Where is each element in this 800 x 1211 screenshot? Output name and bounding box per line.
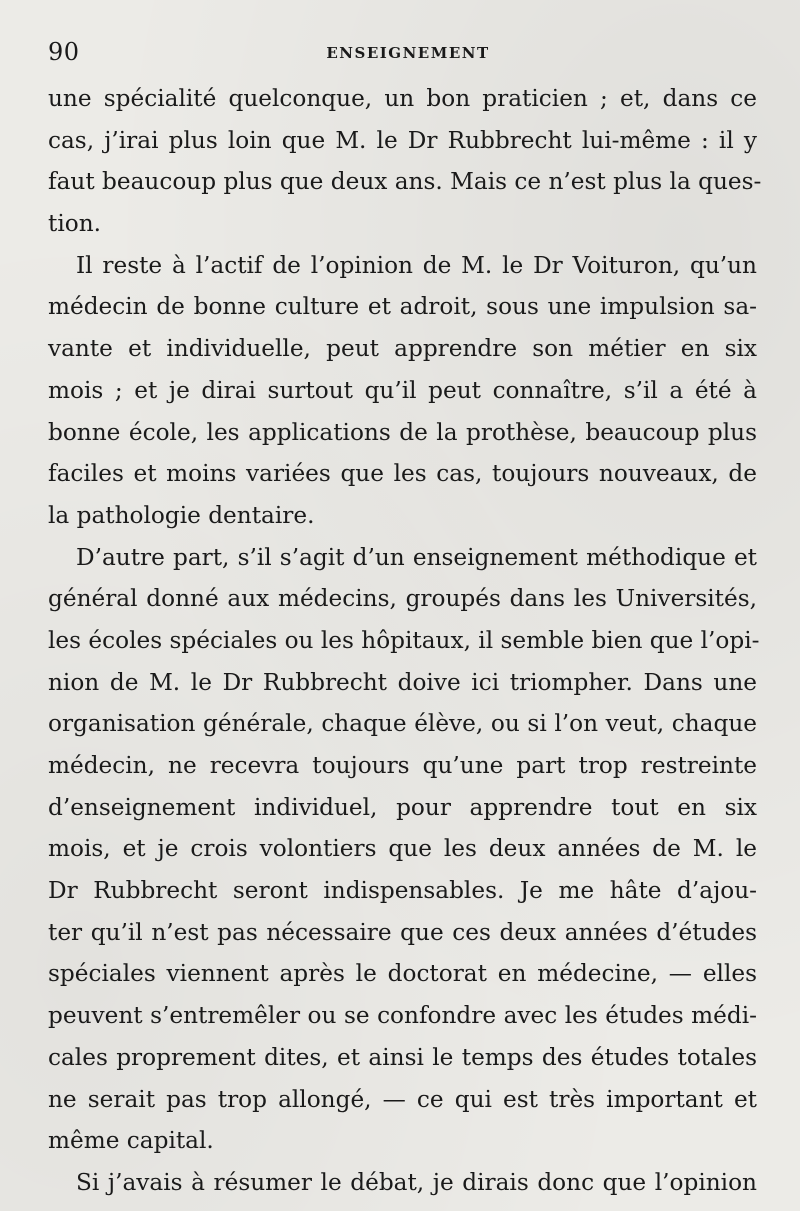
- running-head: ENSEIGNEMENT: [326, 44, 490, 62]
- text-line: organisation générale, chaque élève, ou si l’on veut, chaque: [48, 710, 757, 738]
- page-header: [48, 36, 768, 68]
- text-line: mois, et je crois volontiers que les deux années de M. le: [48, 835, 757, 863]
- text-line: tion.: [48, 210, 101, 238]
- text-line: Dr Rubbrecht seront indispensables. Je me hâte d’ajou-: [48, 877, 757, 905]
- text-line: Il reste à l’actif de l’opinion de M. le Dr Voituron, qu’un: [76, 251, 757, 279]
- text-line: médecin de bonne culture et adroit, sous une impulsion sa-: [48, 293, 757, 321]
- text-line: peuvent s’entremêler ou se confondre avec les études médi-: [48, 1002, 757, 1030]
- text-line: même capital.: [48, 1127, 214, 1155]
- text-line: la pathologie dentaire.: [48, 501, 315, 529]
- text-line: vante et individuelle, peut apprendre son métier en six: [48, 335, 757, 363]
- text-line: bonne école, les applications de la prothèse, beaucoup plus: [48, 418, 757, 446]
- text-line: ter qu’il n’est pas nécessaire que ces deux années d’études: [48, 918, 757, 946]
- text-line: d’enseignement individuel, pour apprendre tout en six: [48, 793, 757, 821]
- body-text: [48, 78, 762, 1204]
- text-line: Si j’avais à résumer le débat, je dirais donc que l’opinion: [76, 1168, 757, 1196]
- text-line: une spécialité quelconque, un bon praticien ; et, dans ce: [48, 85, 757, 112]
- text-line: mois ; et je dirai surtout qu’il peut connaître, s’il a été à: [48, 376, 757, 404]
- text-line: médecin, ne recevra toujours qu’une part trop restreinte: [48, 752, 757, 779]
- text-line: ne serait pas trop allongé, — ce qui est très important et: [48, 1085, 757, 1113]
- text-line: cas, j’irai plus loin que M. le Dr Rubbrecht lui-même : il y: [48, 126, 757, 154]
- text-line: général donné aux médecins, groupés dans les Universités,: [48, 585, 757, 613]
- text-line: nion de M. le Dr Rubbrecht doive ici triompher. Dans une: [48, 668, 757, 696]
- text-line: cales proprement dites, et ainsi le temps des études totales: [48, 1043, 757, 1071]
- text-line: faut beaucoup plus que deux ans. Mais ce n’est plus la ques-: [48, 168, 762, 196]
- page-number: 90: [48, 38, 80, 66]
- text-line: les écoles spéciales ou les hôpitaux, il semble bien que l’opi-: [48, 626, 760, 654]
- text-line: D’autre part, s’il s’agit d’un enseignement méthodique et: [76, 543, 757, 571]
- text-line: spéciales viennent après le doctorat en médecine, — elles: [48, 960, 757, 988]
- text-line: faciles et moins variées que les cas, toujours nouveaux, de: [48, 460, 757, 488]
